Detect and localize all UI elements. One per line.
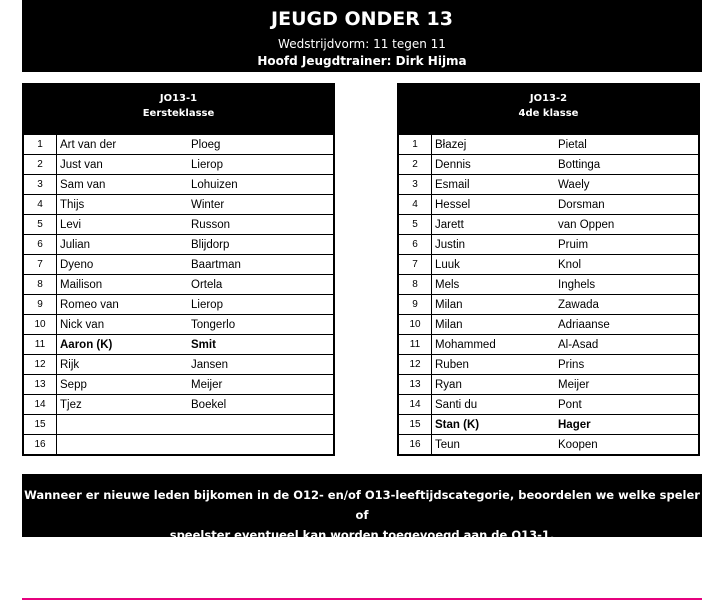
player-last-name: Blijdorp: [191, 235, 333, 255]
table-row: [399, 175, 698, 195]
player-number: 16: [24, 435, 57, 455]
team-header: [24, 85, 333, 135]
player-first-name: Ruben: [432, 355, 559, 375]
player-number: 5: [24, 215, 57, 235]
accent-divider: [22, 598, 702, 600]
player-first-name: Art van der: [57, 135, 192, 155]
player-first-name: Santi du: [432, 395, 559, 415]
player-last-name: van Oppen: [558, 215, 698, 235]
table-row: [24, 395, 333, 415]
player-number: 3: [399, 175, 432, 195]
player-first-name: [57, 415, 192, 435]
team-name: JO13-2: [529, 93, 568, 104]
player-number: 2: [399, 155, 432, 175]
table-row: [399, 355, 698, 375]
info-note-line: Wanneer er nieuwe leden bijkomen in de O12- en/of O13-leeftijdscategorie, beoordelen we welke speler of: [24, 488, 700, 522]
player-first-name: Luuk: [432, 255, 559, 275]
table-row: [399, 235, 698, 255]
player-number: 15: [399, 415, 432, 435]
table-row: [24, 355, 333, 375]
player-last-name: Prins: [558, 355, 698, 375]
table-row: [24, 315, 333, 335]
player-first-name: Levi: [57, 215, 192, 235]
info-note-line: speelster eventueel kan worden toegevoegd aan de O13-1.: [169, 528, 555, 542]
player-last-name: Ploeg: [191, 135, 333, 155]
table-row: [24, 375, 333, 395]
player-number: 4: [399, 195, 432, 215]
player-number: 1: [399, 135, 432, 155]
player-last-name: Lierop: [191, 295, 333, 315]
player-number: 11: [399, 335, 432, 355]
player-last-name: Knol: [558, 255, 698, 275]
player-number: 11: [24, 335, 57, 355]
player-last-name: Koopen: [558, 438, 598, 451]
team-name: JO13-1: [159, 93, 198, 104]
player-number: 2: [24, 155, 57, 175]
player-first-name: Rijk: [57, 355, 192, 375]
player-last-name: Baartman: [191, 255, 333, 275]
table-row: [399, 315, 698, 335]
player-number: 8: [399, 275, 432, 295]
table-row: [399, 375, 698, 395]
player-first-name: Jarett: [432, 215, 559, 235]
table-row: [399, 155, 698, 175]
player-number: 16: [399, 435, 432, 455]
table-row: [24, 255, 333, 275]
table-row: [399, 135, 698, 155]
player-first-name: Nick van: [57, 315, 192, 335]
table-row: [399, 255, 698, 275]
player-number: 12: [399, 355, 432, 375]
table-row: [399, 335, 698, 355]
player-number: 7: [399, 255, 432, 275]
table-row: [24, 435, 333, 455]
page-title: JEUGD ONDER 13: [271, 8, 453, 30]
player-first-name: Thijs: [57, 195, 192, 215]
player-last-name: Al-Asad: [558, 335, 698, 355]
player-last-name: Winter: [191, 195, 333, 215]
team-league: 4de klasse: [518, 108, 579, 119]
player-number: 13: [399, 375, 432, 395]
info-note: [22, 474, 702, 542]
table-row: [24, 415, 333, 435]
player-first-name: Sepp: [57, 375, 192, 395]
player-first-name: Aaron (K): [57, 335, 192, 355]
player-number: 10: [399, 315, 432, 335]
page-header: [22, 0, 702, 72]
player-first-name: Justin: [432, 235, 559, 255]
player-last-name: Tongerlo: [191, 315, 333, 335]
player-first-name: Just van: [57, 155, 192, 175]
player-first-name: [57, 435, 192, 455]
player-last-name: Boekel: [191, 395, 333, 415]
player-first-name: Mohammed: [432, 335, 559, 355]
player-number: 15: [24, 415, 57, 435]
player-last-name: Waely: [558, 175, 698, 195]
player-number: 6: [399, 235, 432, 255]
player-first-name: Mels: [432, 275, 559, 295]
table-row: [399, 415, 698, 435]
team-league: Eersteklasse: [142, 108, 215, 119]
player-first-name: Błazej: [432, 135, 559, 155]
player-number: 7: [24, 255, 57, 275]
player-last-name: Hager: [558, 415, 698, 435]
player-last-name: Meijer: [191, 375, 333, 395]
player-table: [399, 135, 698, 454]
player-last-name: Adriaanse: [558, 315, 698, 335]
table-row: [24, 135, 333, 155]
head-trainer: Hoofd Jeugdtrainer: Dirk Hijma: [257, 54, 467, 68]
player-first-name: Sam van: [57, 175, 192, 195]
team-header: [399, 85, 698, 135]
player-first-name: Ryan: [432, 375, 559, 395]
player-first-name: Romeo van: [57, 295, 192, 315]
player-last-name: Russon: [191, 215, 333, 235]
player-last-name: [191, 435, 333, 455]
player-first-name: Julian: [57, 235, 192, 255]
player-number: 5: [399, 215, 432, 235]
table-row: [24, 195, 333, 215]
table-row: [24, 275, 333, 295]
table-row: [24, 155, 333, 175]
player-last-name: Bottinga: [558, 155, 698, 175]
player-number: 10: [24, 315, 57, 335]
match-format: Wedstrijdvorm: 11 tegen 11: [278, 37, 446, 51]
team-card-jo13-1: [22, 83, 335, 456]
player-last-name: Lierop: [191, 155, 333, 175]
player-first-name: Dyeno: [57, 255, 192, 275]
player-last-name: Zawada: [558, 295, 698, 315]
player-number: 12: [24, 355, 57, 375]
table-row: [399, 215, 698, 235]
player-last-name: Dorsman: [558, 195, 698, 215]
table-row: [399, 275, 698, 295]
player-last-name: Pruim: [558, 235, 698, 255]
player-first-name: Esmail: [432, 175, 559, 195]
player-last-name: Jansen: [191, 355, 333, 375]
table-row: [24, 215, 333, 235]
player-number: 8: [24, 275, 57, 295]
table-row: [24, 235, 333, 255]
player-last-name: Smit: [191, 335, 333, 355]
player-number: 6: [24, 235, 57, 255]
player-last-name: Inghels: [558, 275, 698, 295]
player-first-name: Teun: [435, 438, 460, 451]
table-row: [24, 175, 333, 195]
player-number: 4: [24, 195, 57, 215]
player-table: [24, 135, 333, 454]
player-first-name: Hessel: [432, 195, 559, 215]
player-number: 14: [399, 395, 432, 415]
table-row: [399, 295, 698, 315]
table-row: [399, 395, 698, 415]
player-number: 3: [24, 175, 57, 195]
player-last-name: Lohuizen: [191, 175, 333, 195]
player-first-name: Tjez: [57, 395, 192, 415]
player-last-name: Pietal: [558, 135, 698, 155]
player-number: 9: [399, 295, 432, 315]
player-number: 9: [24, 295, 57, 315]
table-row: [24, 335, 333, 355]
table-row: [399, 195, 698, 215]
table-row: [24, 295, 333, 315]
player-number: 1: [24, 135, 57, 155]
player-first-name: Stan (K): [432, 415, 559, 435]
player-first-name: Milan: [432, 295, 559, 315]
player-number: 14: [24, 395, 57, 415]
player-last-name: [191, 415, 333, 435]
player-first-name: Dennis: [432, 155, 559, 175]
player-last-name: Pont: [558, 395, 698, 415]
table-row: [399, 435, 698, 455]
team-card-jo13-2: [397, 83, 700, 456]
player-first-name: Milan: [432, 315, 559, 335]
player-number: 13: [24, 375, 57, 395]
player-first-name: Mailison: [57, 275, 192, 295]
player-last-name: Ortela: [191, 275, 333, 295]
player-last-name: Meijer: [558, 375, 698, 395]
